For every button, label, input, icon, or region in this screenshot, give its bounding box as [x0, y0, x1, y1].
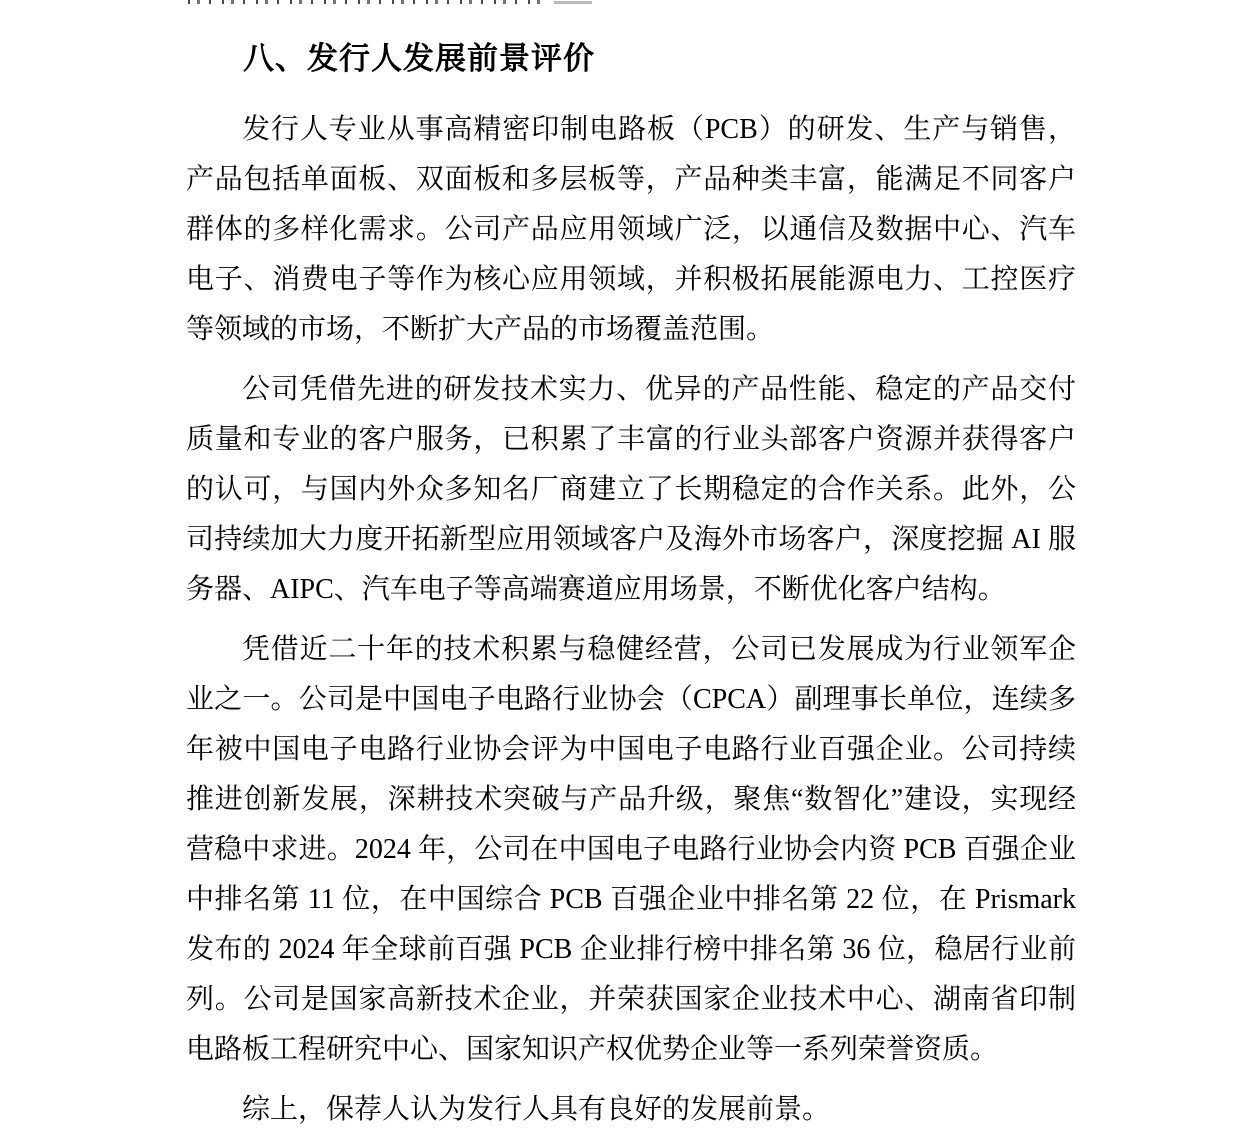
- paragraph-conclusion: 综上，保荐人认为发行人具有良好的发展前景。: [242, 1094, 831, 1125]
- clipped-glyph-fragment-light: [554, 1, 592, 4]
- paragraph-industry-ranking: 凭借近二十年的技术积累与稳健经营，公司已发展成为行业领军企业之一。公司是中国电子电路行业协会（CPCA）副理事长单位，连续多年被中国电子电路行业协会评为中国电子电路行业百强企业。公司持续推进创新发展，深耕技术突破与产品升级，聚焦“数智化”建设，实现经营稳中求进。2024 年，公司在中国电子电路行业协会内资 PCB 百强企业中排名第 11 位，在中国综合 PCB 百强企业中排名第 22 位，在 Prismark 发布的 2024 年全球前百强 PCB 企业排行榜中排名第 36 位，稳居行业前列。公司是国家高新技术企业，并荣获国家企业技术中心、湖南省印制电路板工程研究中心、国家知识产权优势企业等一系列荣誉资质。: [186, 634, 1076, 1065]
- paragraph-business-overview: 发行人专业从事高精密印制电路板（PCB）的研发、生产与销售，产品包括单面板、双面板和多层板等，产品种类丰富，能满足不同客户群体的多样化需求。公司产品应用领域广泛，以通信及数据中心、汽车电子、消费电子等作为核心应用领域，并积极拓展能源电力、工控医疗等领域的市场，不断扩大产品的市场覆盖范围。: [186, 114, 1076, 345]
- clipped-text-line-top: [186, 0, 1076, 6]
- paragraph-customer-resources: 公司凭借先进的研发技术实力、优异的产品性能、稳定的产品交付质量和专业的客户服务，已积累了丰富的行业头部客户资源并获得客户的认可，与国内外众多知名厂商建立了长期稳定的合作关系。此外，公司持续加大力度开拓新型应用领域客户及海外市场客户，深度挖掘 AI 服务器、AIPC、汽车电子等高端赛道应用场景，不断优化客户结构。: [186, 374, 1076, 605]
- clipped-glyph-fragments: [188, 0, 548, 4]
- text-column: [186, 0, 1076, 1135]
- section-heading: 八、发行人发展前景评价: [243, 41, 595, 76]
